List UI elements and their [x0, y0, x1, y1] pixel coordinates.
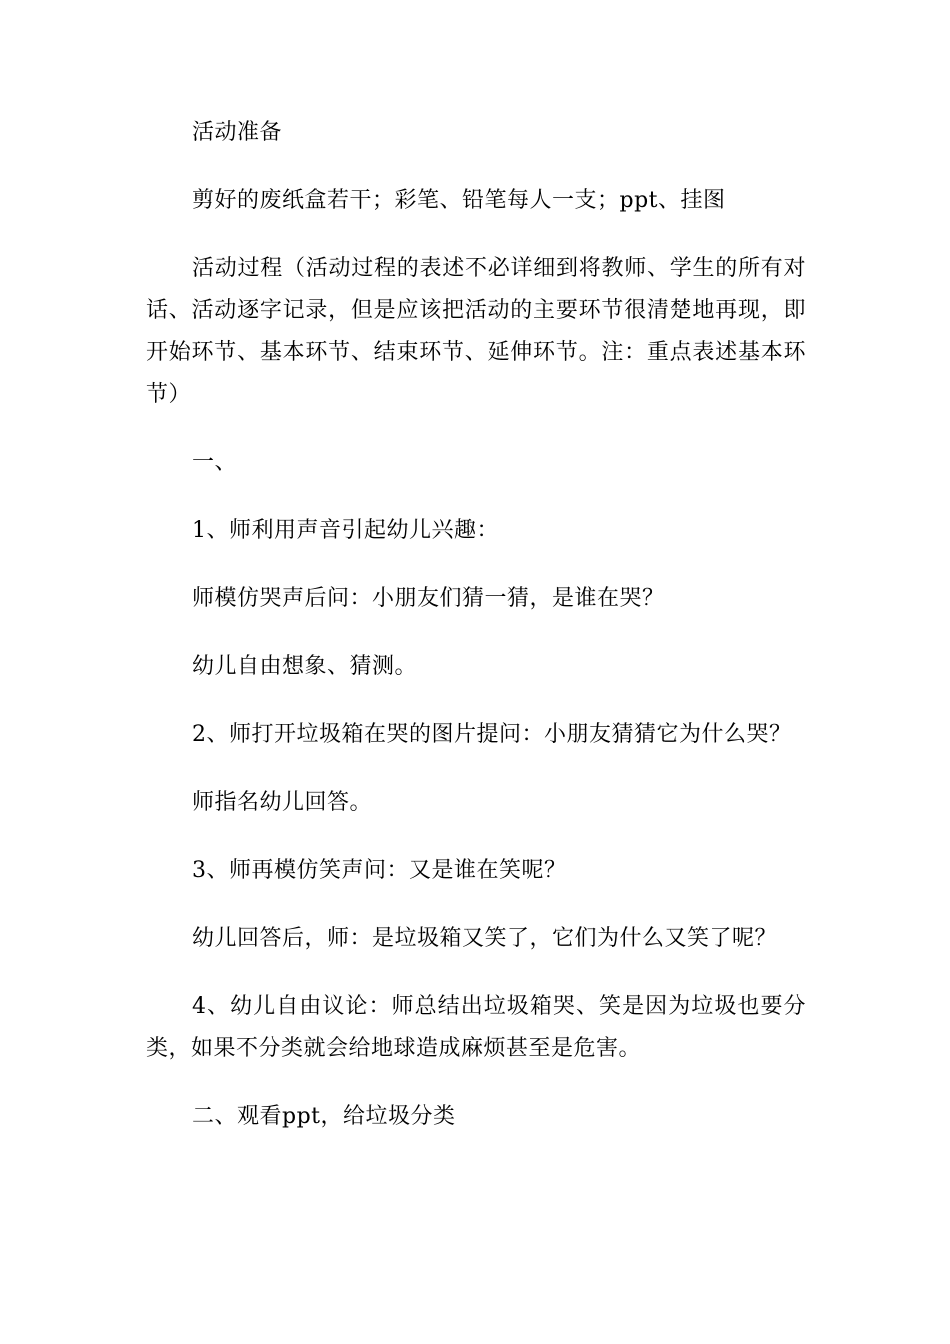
step-2: 2、师打开垃圾箱在哭的图片提问：小朋友猜猜它为什么哭？ — [192, 722, 792, 747]
paragraph-teacher-imitates-crying: 师模仿哭声后问：小朋友们猜一猜，是谁在哭？ — [192, 586, 665, 611]
paragraph-children-answer: 幼儿回答后，师：是垃圾箱又笑了，它们为什么又笑了呢？ — [192, 926, 778, 951]
step-1: 1、师利用声音引起幼儿兴趣： — [192, 518, 499, 543]
paragraph-materials: 剪好的废纸盒若干；彩笔、铅笔每人一支；ppt、挂图 — [192, 188, 726, 213]
step-4: 4、幼儿自由议论：师总结出垃圾箱哭、笑是因为垃圾也要分类，如果不分类就会给地球造成麻烦甚至是危害。 — [146, 994, 806, 1061]
section-one-heading: 一、 — [192, 450, 238, 475]
document-body — [146, 112, 806, 1138]
section-two-heading: 二、观看ppt，给垃圾分类 — [192, 1104, 456, 1129]
paragraph-teacher-calls-children: 师指名幼儿回答。 — [192, 790, 373, 815]
heading-activity-preparation: 活动准备 — [192, 120, 283, 145]
paragraph-activity-process: 活动过程（活动过程的表述不必详细到将教师、学生的所有对话、活动逐字记录，但是应该把活动的主要环节很清楚地再现，即开始环节、基本环节、结束环节、延伸环节。注：重点表述基本环节） — [146, 256, 806, 407]
paragraph-children-imagine: 幼儿自由想象、猜测。 — [192, 654, 418, 679]
step-3: 3、师再模仿笑声问：又是谁在笑呢？ — [192, 858, 567, 883]
